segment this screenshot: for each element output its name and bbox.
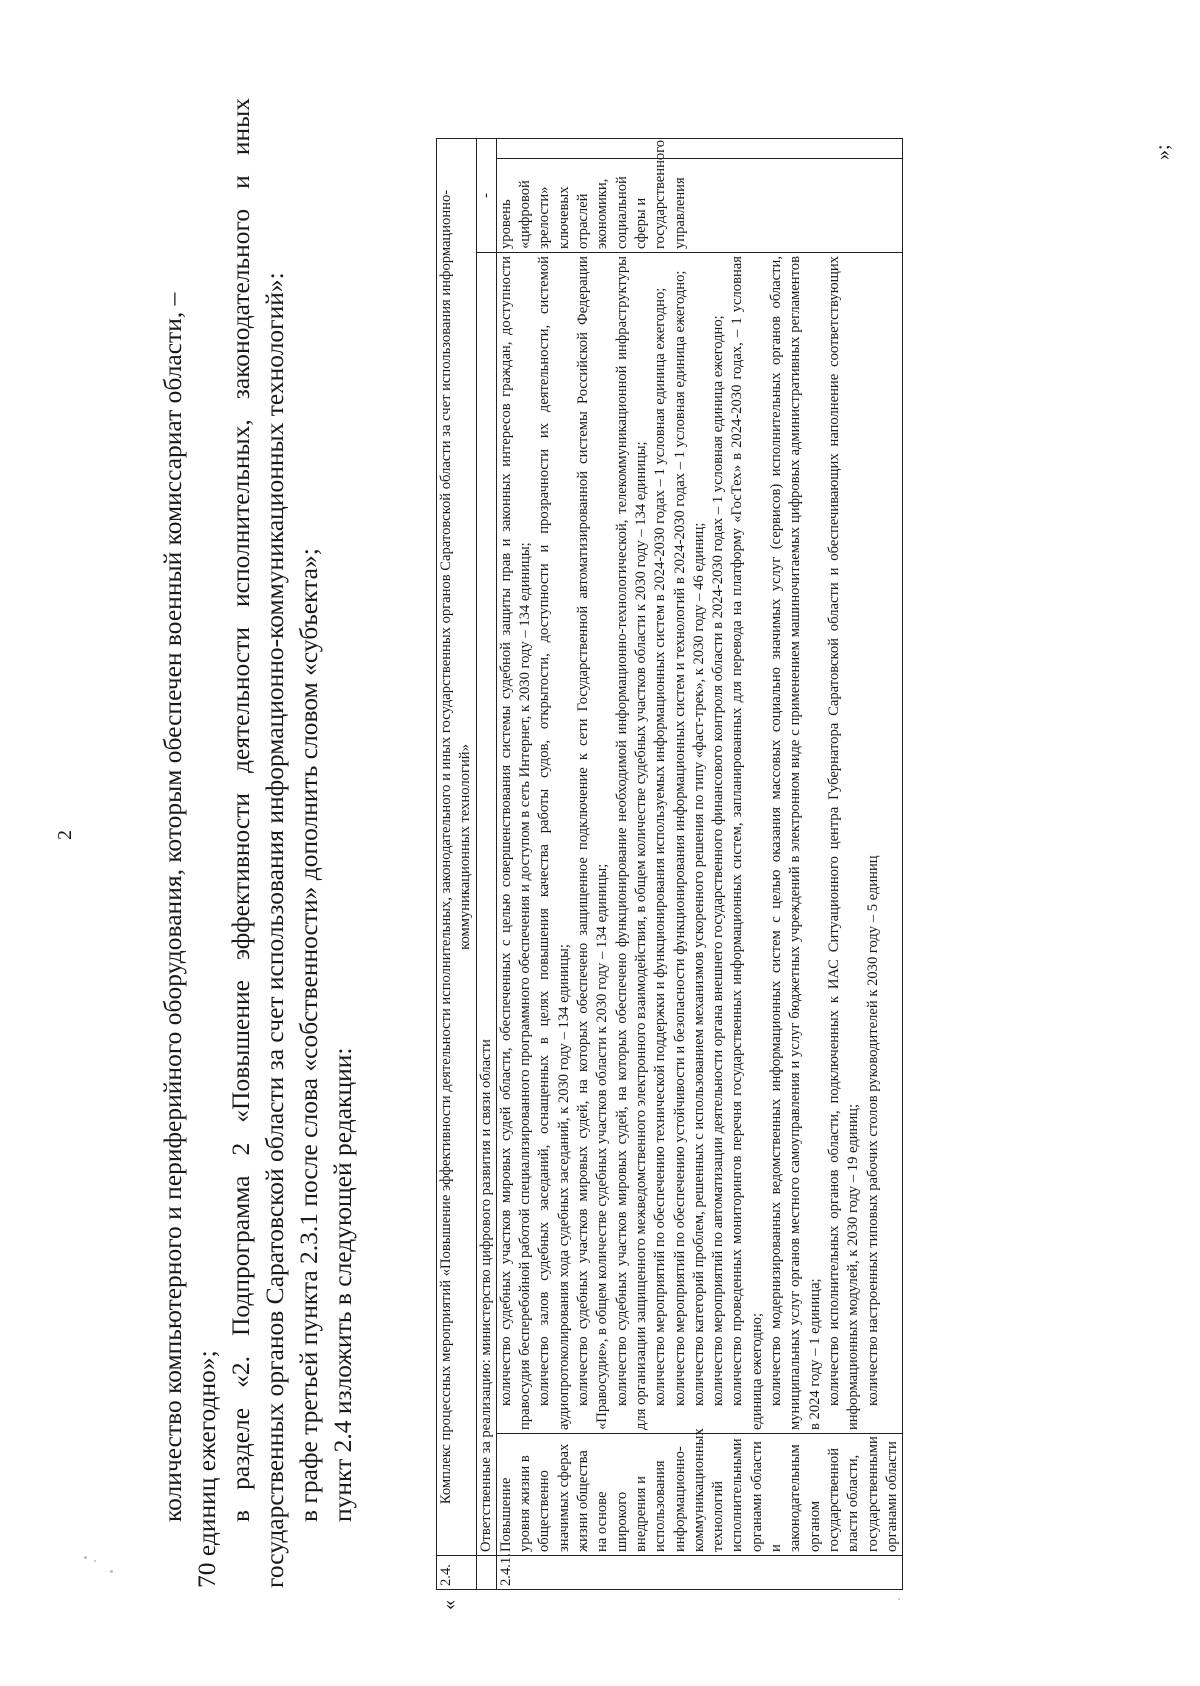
result-item: количество категорий проблем, решенных с использованием механизмов ускоренного решения по типу «фаст-трек», к 2030 году – 46 единиц;	[690, 522, 707, 1406]
goal-text: Повышение уровня жизни в общественно значимых сферах жизни общества на основе широкого внедрения и использования информационно-коммуникационных технологий исполнительными органами области и законодательным органом государственной власти области, государственными органами области	[496, 1434, 902, 1556]
responsible-text: Ответственные за реализацию: министерство цифрового развития и связи области	[476, 253, 496, 1556]
intro-paragraph-3: в графе третьей пункта 2.3.1 после слова «собственности» дополнить словом «субъекта»;	[294, 548, 323, 1522]
result-item: количество модернизированных ведомственных информационных систем с целью оказания массовых социально значимых услуг (сервисов) исполнительных органов области, муниципальных услуг органов местного самоуправления и услуг бюджетных учреждений в электронном виде с применением машиночитаемых цифровых административных регламентов в 2024 году – 1 единица;	[768, 256, 823, 1430]
indicator-text: уровень «цифровой зрелости» ключевых отраслей экономики, социальной сферы и государственного управления	[496, 159, 902, 253]
intro-paragraph-4: пункт 2.4 изложить в следующей редакции:	[328, 1047, 357, 1522]
empty-cell	[496, 139, 902, 159]
responsible-dash: -	[476, 139, 496, 253]
result-item: количество настроенных типовых рабочих столов руководителей к 2030 году – 5 единиц	[864, 855, 881, 1406]
result-item: количество судебных участков мировых судей области, обеспеченных с целью совершенствования системы судебной защиты прав и законных интересов граждан, доступности правосудия бесперебойной работой специализированного программного обеспечения и доступом в сеть Интернет, к 2030 году – 134 единицы;	[497, 256, 534, 1430]
intro-paragraph-2: в разделе «2. Подпрограмма 2 «Повышение эффективности деятельности исполнительных, законодательного и иных государственных органов Саратовской области за счет использования информационно-коммуникационных технологий»:	[226, 98, 289, 1588]
result-item: количество залов судебных заседаний, оснащенных в целях повышения качества работы судов, открытости, доступности и прозрачности их деятельности, системой аудиопротоколирования хода судебных заседаний, к 2030 году – 134 единицы;	[536, 256, 572, 1430]
intro-line-2: 70 единиц ежегодно»;	[192, 1350, 221, 1588]
program-table	[436, 138, 903, 1590]
result-item: количество мероприятий по обеспечению технической поддержки и функционирования используемых информационных систем в 2024-2030 годах – 1 условная единица ежегодно;	[652, 287, 669, 1406]
table-row-responsible	[476, 139, 496, 1590]
result-item: количество исполнительных органов области, подключенных к ИАС Ситуационного центра Губернатора Саратовской области и обеспечивающих наполнение соответствующих информационных модулей, к 2030 году – 19 единиц;	[825, 256, 862, 1430]
intro-text	[156, 98, 360, 1588]
result-item: количество проведенных мониторингов перечня государственных информационных систем, запланированных для перевода на платформу «ГосТех» в 2024-2030 годах, – 1 условная единица ежегодно;	[729, 256, 765, 1430]
rotated-page	[54, 40, 1180, 1620]
closing-quote: »;	[1152, 144, 1174, 160]
result-item: количество мероприятий по обеспечению устойчивости и безопасности функционирования информационных систем и технологий в 2024-2030 годах – 1 условная единица ежегодно;	[671, 270, 688, 1406]
section-number: 2.4.	[437, 1556, 477, 1590]
page-number: 2	[54, 830, 76, 840]
opening-quote: «	[438, 1600, 460, 1610]
table-row-section	[437, 139, 477, 1590]
result-item: количество судебных участков мировых судей, на которых обеспечено защищенное подключение к сети Государственной автоматизированной системы Российской Федерации «Правосудие», в общем количестве судебных участков области к 2030 году – 134 единицы;	[575, 256, 611, 1430]
result-item: количество судебных участков мировых судей, на которых обеспечено функционирование необходимой информационно-технологической, телекоммуникационной инфраструктуры для организации защищенного межведомственного электронного взаимодействия, в общем количестве судебных участков области к 2030 году – 134 единицы;	[613, 256, 649, 1430]
section-title: Комплекс процессных мероприятий «Повышение эффективности деятельности исполнительных, законодательного и иных государственных органов Саратовской области за счет использования информационно-коммуникационных технологий»	[437, 139, 477, 1556]
table-row-item	[496, 139, 902, 1590]
results-list	[496, 253, 902, 1434]
item-number: 2.4.1.	[496, 1556, 902, 1590]
result-item: количество мероприятий по автоматизации деятельности органа внешнего государственного финансового контроля области в 2024-2030 годах – 1 условная единица ежегодно;	[710, 315, 727, 1406]
empty-cell	[476, 1556, 496, 1590]
intro-line-1: количество компьютерного и периферийного оборудования, которым обеспечен военный комиссариат области, –	[158, 292, 187, 1522]
